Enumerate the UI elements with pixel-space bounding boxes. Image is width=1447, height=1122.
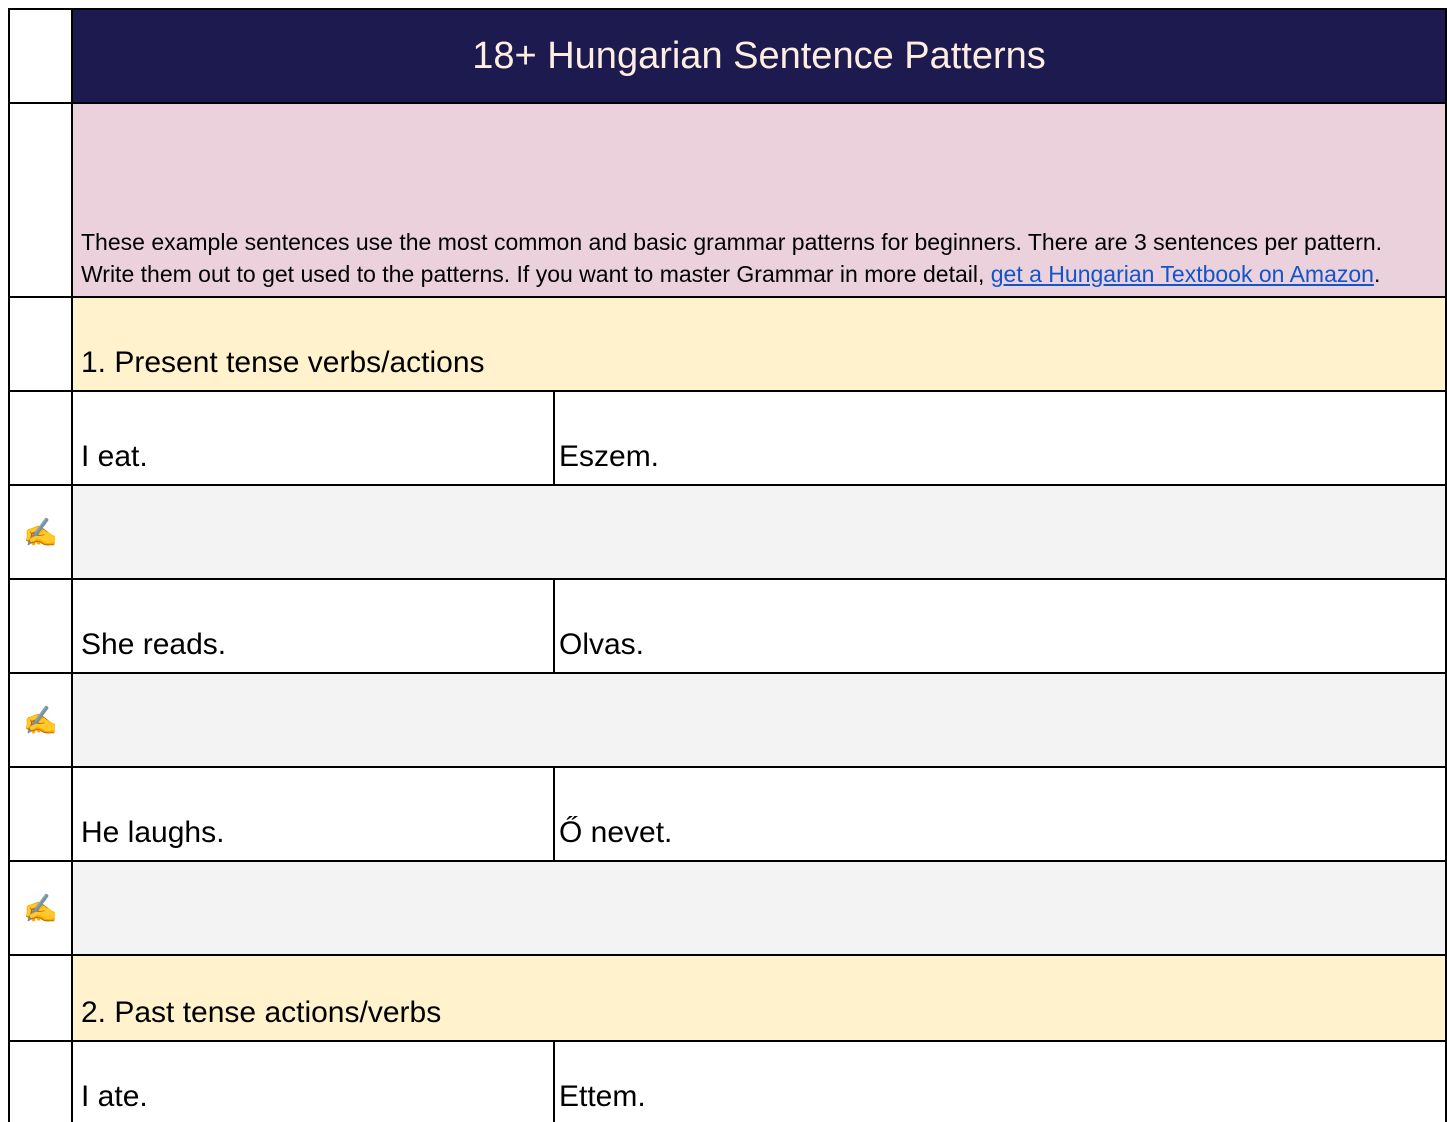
writing-row <box>8 860 1447 954</box>
row-gutter <box>8 580 73 672</box>
writing-row <box>8 484 1447 578</box>
intro-trailing: . <box>1373 261 1381 287</box>
writing-hand-icon: ✍ <box>8 486 73 578</box>
page-title: 18+ Hungarian Sentence Patterns <box>73 10 1447 102</box>
english-sentence: I eat. <box>73 392 555 484</box>
hungarian-sentence: Ő nevet. <box>555 768 1447 860</box>
english-sentence: I ate. <box>73 1042 555 1122</box>
sentence-row <box>8 766 1447 860</box>
section-heading: 1. Present tense verbs/actions <box>73 298 1447 390</box>
row-gutter <box>8 104 73 296</box>
section-header-row <box>8 954 1447 1040</box>
row-gutter <box>8 298 73 390</box>
writing-row <box>8 672 1447 766</box>
row-gutter <box>8 392 73 484</box>
intro-text <box>73 104 1447 296</box>
writing-hand-icon: ✍ <box>8 862 73 954</box>
row-gutter <box>8 10 73 102</box>
intro-row <box>8 102 1447 296</box>
writing-practice-cell[interactable] <box>73 674 1447 766</box>
sentence-row <box>8 390 1447 484</box>
title-row <box>8 8 1447 102</box>
writing-practice-cell[interactable] <box>73 486 1447 578</box>
intro-body: These example sentences use the most common and basic grammar patterns for beginners. There are 3 sentences per pattern. Write them out to get used to the patterns. If you want to master Grammar in more detail, <box>81 229 1383 287</box>
writing-hand-icon: ✍ <box>8 674 73 766</box>
section-heading: 2. Past tense actions/verbs <box>73 956 1447 1040</box>
row-gutter <box>8 1042 73 1122</box>
row-gutter <box>8 768 73 860</box>
hungarian-sentence: Olvas. <box>555 580 1447 672</box>
sentence-row <box>8 578 1447 672</box>
sentence-row <box>8 1040 1447 1122</box>
worksheet <box>8 8 1447 1122</box>
hungarian-sentence: Eszem. <box>555 392 1447 484</box>
writing-practice-cell[interactable] <box>73 862 1447 954</box>
english-sentence: She reads. <box>73 580 555 672</box>
hungarian-sentence: Ettem. <box>555 1042 1447 1122</box>
textbook-link[interactable]: get a Hungarian Textbook on Amazon <box>990 261 1374 287</box>
row-gutter <box>8 956 73 1040</box>
section-header-row <box>8 296 1447 390</box>
english-sentence: He laughs. <box>73 768 555 860</box>
